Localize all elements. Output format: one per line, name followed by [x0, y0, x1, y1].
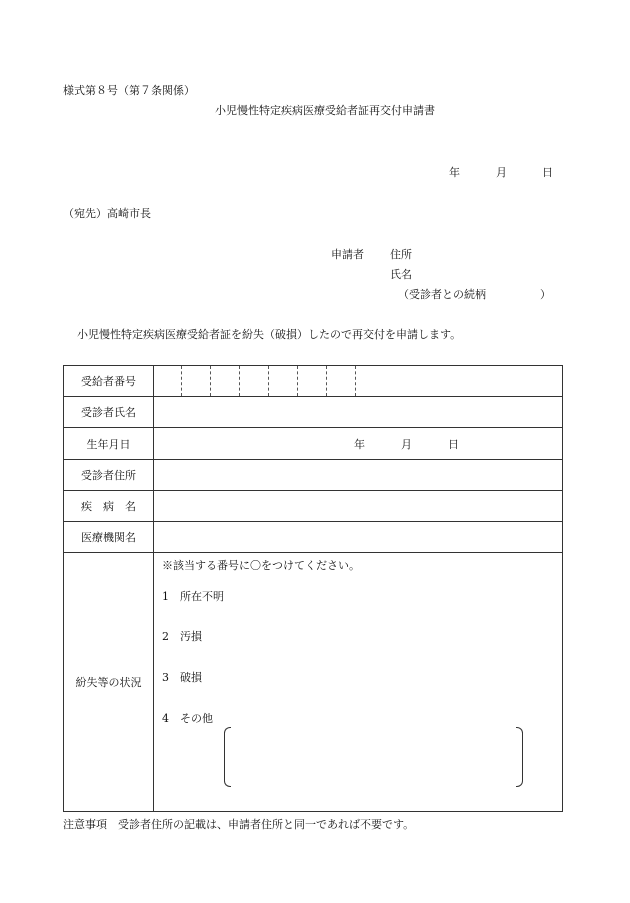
date-month-label: 月 [496, 166, 507, 179]
patient-name-row [64, 397, 563, 428]
other-bracket-left [224, 727, 231, 787]
digit-cell [240, 366, 269, 396]
other-bracket-right [516, 727, 523, 787]
birth-date-row [64, 428, 563, 460]
recipient-number-cells [154, 366, 562, 396]
disease-name-row [64, 491, 563, 522]
patient-name-label: 受診者氏名 [64, 397, 154, 428]
digit-cell [211, 366, 240, 396]
form-number: 様式第８号（第７条関係） [63, 84, 195, 97]
status-option-2[interactable]: 2 汚損 [162, 630, 202, 643]
birth-date-label: 生年月日 [64, 428, 154, 460]
applicant-name-label: 氏名 [390, 268, 412, 281]
status-option-4[interactable]: 4 その他 [162, 712, 213, 725]
institution-field[interactable] [154, 522, 563, 553]
status-instruction: ※該当する番号に〇をつけてください。 [162, 559, 360, 572]
digit-cell [327, 366, 356, 396]
patient-address-label: 受診者住所 [64, 460, 154, 491]
status-option-1[interactable]: 1 所在不明 [162, 590, 224, 603]
relationship-close: ） [540, 288, 551, 301]
digit-cell [269, 366, 298, 396]
status-option-3[interactable]: 3 破損 [162, 671, 202, 684]
patient-address-row [64, 460, 563, 491]
date-day-label: 日 [542, 166, 553, 179]
recipient-number-row [64, 366, 563, 397]
digit-cell [182, 366, 211, 396]
status-label: 紛失等の状況 [64, 553, 154, 812]
patient-address-field[interactable] [154, 460, 563, 491]
form-title: 小児慢性特定疾病医療受給者証再交付申請書 [215, 104, 435, 117]
disease-name-label: 疾 病 名 [64, 491, 154, 522]
recipient-number-field[interactable] [154, 366, 563, 397]
addressee: （宛先）高崎市長 [63, 207, 151, 220]
birth-day-label: 日 [448, 438, 459, 451]
status-row [64, 553, 563, 812]
date-year-label: 年 [449, 166, 460, 179]
institution-row [64, 522, 563, 553]
patient-name-field[interactable] [154, 397, 563, 428]
application-form-table [63, 365, 563, 812]
application-statement: 小児慢性特定疾病医療受給者証を紛失（破損）したので再交付を申請します。 [77, 328, 462, 341]
applicant-label: 申請者 [331, 248, 364, 261]
recipient-number-label: 受給者番号 [64, 366, 154, 397]
digit-cell [298, 366, 327, 396]
applicant-address-label: 住所 [390, 248, 412, 261]
disease-name-field[interactable] [154, 491, 563, 522]
note: 注意事項 受診者住所の記載は、申請者住所と同一であれば不要です。 [63, 818, 415, 831]
digit-cell [154, 366, 182, 396]
institution-label: 医療機関名 [64, 522, 154, 553]
birth-month-label: 月 [401, 438, 412, 451]
relationship-label: （受診者との続柄 [398, 288, 486, 301]
status-field[interactable] [154, 553, 563, 812]
birth-date-field[interactable] [154, 428, 563, 460]
birth-year-label: 年 [354, 438, 365, 451]
